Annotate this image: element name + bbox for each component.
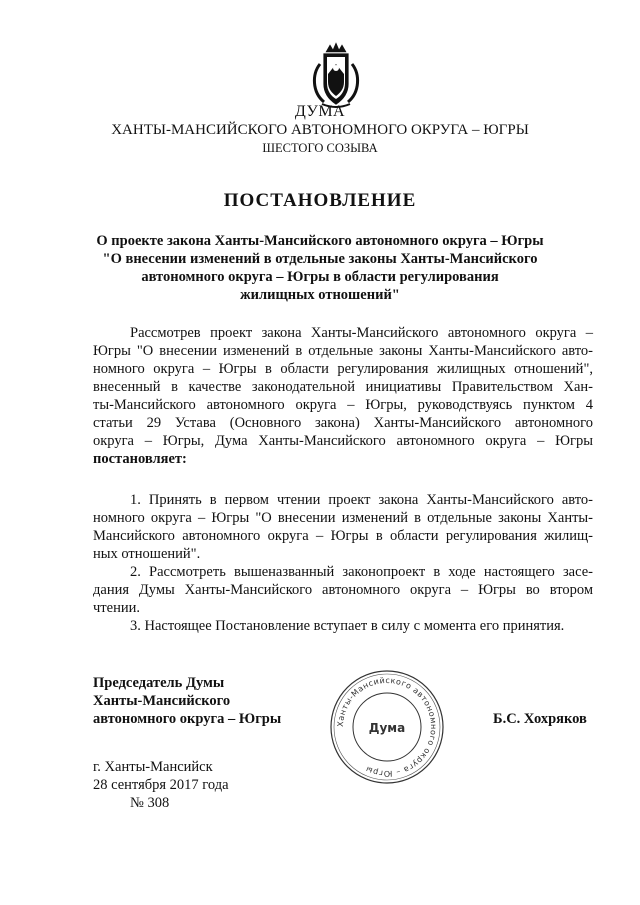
signatory-position-line: Председатель Думы bbox=[93, 675, 225, 691]
document-title: ПОСТАНОВЛЕНИЕ bbox=[223, 190, 417, 211]
preamble-line: внесенный в качестве законодательной инициативы Правительством Хан- bbox=[93, 379, 593, 395]
subject-line: "О внесении изменений в отдельные законы Ханты-Мансийского bbox=[102, 251, 538, 267]
signatory-name: Б.С. Хохряков bbox=[493, 711, 587, 727]
point-line: чтении. bbox=[93, 600, 140, 616]
preamble-line: ты-Мансийского автономного округа – Югры, руководствуясь пунктом 4 bbox=[93, 397, 593, 413]
subject-line: О проекте закона Ханты-Мансийского автономного округа – Югры bbox=[96, 233, 544, 249]
subject-line: жилищных отношений" bbox=[240, 287, 400, 303]
signatory-position-line: Ханты-Мансийского bbox=[93, 693, 231, 709]
header-okrug: ХАНТЫ-МАНСИЙСКОГО АВТОНОМНОГО ОКРУГА – ЮГРЫ bbox=[111, 122, 529, 138]
signatory-position bbox=[93, 674, 281, 728]
preamble-line: номного округа – Югры в области регулирования жилищных отношений", bbox=[93, 361, 593, 377]
point-line: 1. Принять в первом чтении проект закона Ханты-Мансийского авто- bbox=[130, 492, 593, 508]
coat-of-arms-emblem bbox=[306, 42, 366, 112]
header-convocation: ШЕСТОГО СОЗЫВА bbox=[262, 141, 378, 155]
document-subject bbox=[0, 232, 640, 304]
point-line: 3. Настоящее Постановление вступает в силу с момента его принятия. bbox=[130, 618, 565, 634]
place-of-adoption: г. Ханты-Мансийск bbox=[93, 759, 213, 775]
resolves-word: постановляет: bbox=[93, 451, 187, 467]
point-line: 2. Рассмотреть вышеназванный законопроект в ходе настоящего засе- bbox=[130, 564, 593, 580]
adoption-date: 28 сентября 2017 года bbox=[93, 777, 229, 793]
preamble-line: Югры "О внесении изменений в отдельные законы Ханты-Мансийского авто- bbox=[93, 343, 593, 359]
signatory-position-line: автономного округа – Югры bbox=[93, 711, 282, 727]
point-line: Мансийского автономного округа – Югры в области регулирования жилищ- bbox=[93, 528, 593, 544]
point-line: дания Думы Ханты-Мансийского автономного округа – Югры во втором bbox=[93, 582, 593, 598]
official-stamp bbox=[328, 668, 446, 786]
preamble-line: статьи 29 Устава (Основного закона) Ханты-Мансийского автономного bbox=[93, 415, 593, 431]
header-duma: ДУМА bbox=[294, 103, 346, 120]
document-number: № 308 bbox=[130, 795, 170, 811]
preamble-line: округа – Югры, Дума Ханты-Мансийского автономного округа – Югры bbox=[93, 433, 593, 449]
point-line: номного округа – Югры "О внесении изменений в отдельные законы Ханты- bbox=[93, 510, 593, 526]
preamble-line: Рассмотрев проект закона Ханты-Мансийского автономного округа – bbox=[130, 325, 593, 341]
point-line: ных отношений". bbox=[93, 546, 201, 562]
stamp-center-text: Дума bbox=[368, 721, 406, 735]
subject-line: автономного округа – Югры в области регулирования bbox=[141, 269, 499, 285]
stamp-ring-text: Ханты-Мансийского автономного округа – Югры bbox=[335, 675, 439, 779]
